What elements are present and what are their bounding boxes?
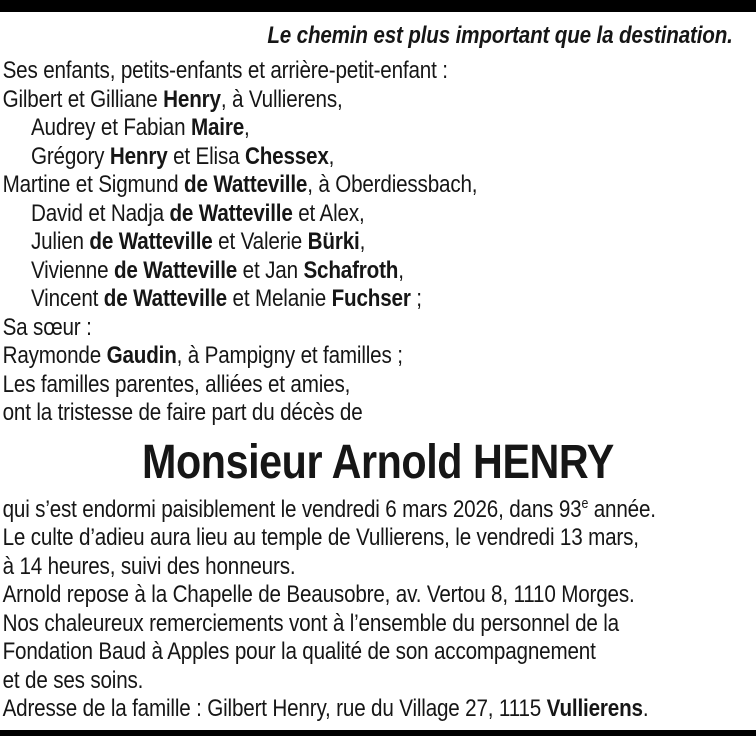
family-list xyxy=(0,57,756,428)
text-line: Vivienne de Watteville et Jan Schafroth, xyxy=(30,256,404,284)
text-line: à 14 heures, suivi des honneurs. xyxy=(2,552,296,580)
text-line: qui s’est endormi paisiblement le vendredi 6 mars 2026, dans 93e année. xyxy=(2,495,656,523)
text-line: Les familles parentes, alliées et amies, xyxy=(2,370,351,398)
text-line: Vincent de Watteville et Melanie Fuchser ; xyxy=(30,285,422,312)
text-line: Audrey et Fabian Maire, xyxy=(30,114,250,141)
deceased-name: Monsieur Arnold HENRY xyxy=(142,435,614,489)
text-line: Fondation Baud à Apples pour la qualité de son accompagnement xyxy=(2,638,596,665)
text-line: Le culte d’adieu aura lieu au temple de Vullierens, le vendredi 13 mars, xyxy=(2,524,639,551)
text-line: Martine et Sigmund de Watteville, à Oberdiessbach, xyxy=(2,171,478,198)
text-line: ont la tristesse de faire part du décès de xyxy=(2,399,363,426)
funeral-details xyxy=(0,496,756,724)
text-line: Raymonde Gaudin, à Pampigny et familles ; xyxy=(2,342,403,369)
text-line: Ses enfants, petits-enfants et arrière-petit-enfant : xyxy=(2,57,448,84)
text-line: Arnold repose à la Chapelle de Beausobre, av. Vertou 8, 1110 Morges. xyxy=(2,581,635,608)
notice-content xyxy=(0,12,756,724)
text-line: Sa sœur : xyxy=(2,313,92,341)
text-line: Nos chaleureux remerciements vont à l’ensemble du personnel de la xyxy=(2,609,619,637)
epigraph-quote: Le chemin est plus important que la destination. xyxy=(267,22,733,49)
bottom-divider xyxy=(0,730,756,736)
text-line: Julien de Watteville et Valerie Bürki, xyxy=(30,228,366,255)
top-divider xyxy=(0,0,756,12)
text-line: Gilbert et Gilliane Henry, à Vullierens, xyxy=(2,85,343,113)
text-line: David et Nadja de Watteville et Alex, xyxy=(30,199,365,227)
text-line: Grégory Henry et Elisa Chessex, xyxy=(30,142,335,170)
text-line: et de ses soins. xyxy=(2,666,144,694)
text-line: Adresse de la famille : Gilbert Henry, rue du Village 27, 1115 Vullierens. xyxy=(2,695,649,722)
